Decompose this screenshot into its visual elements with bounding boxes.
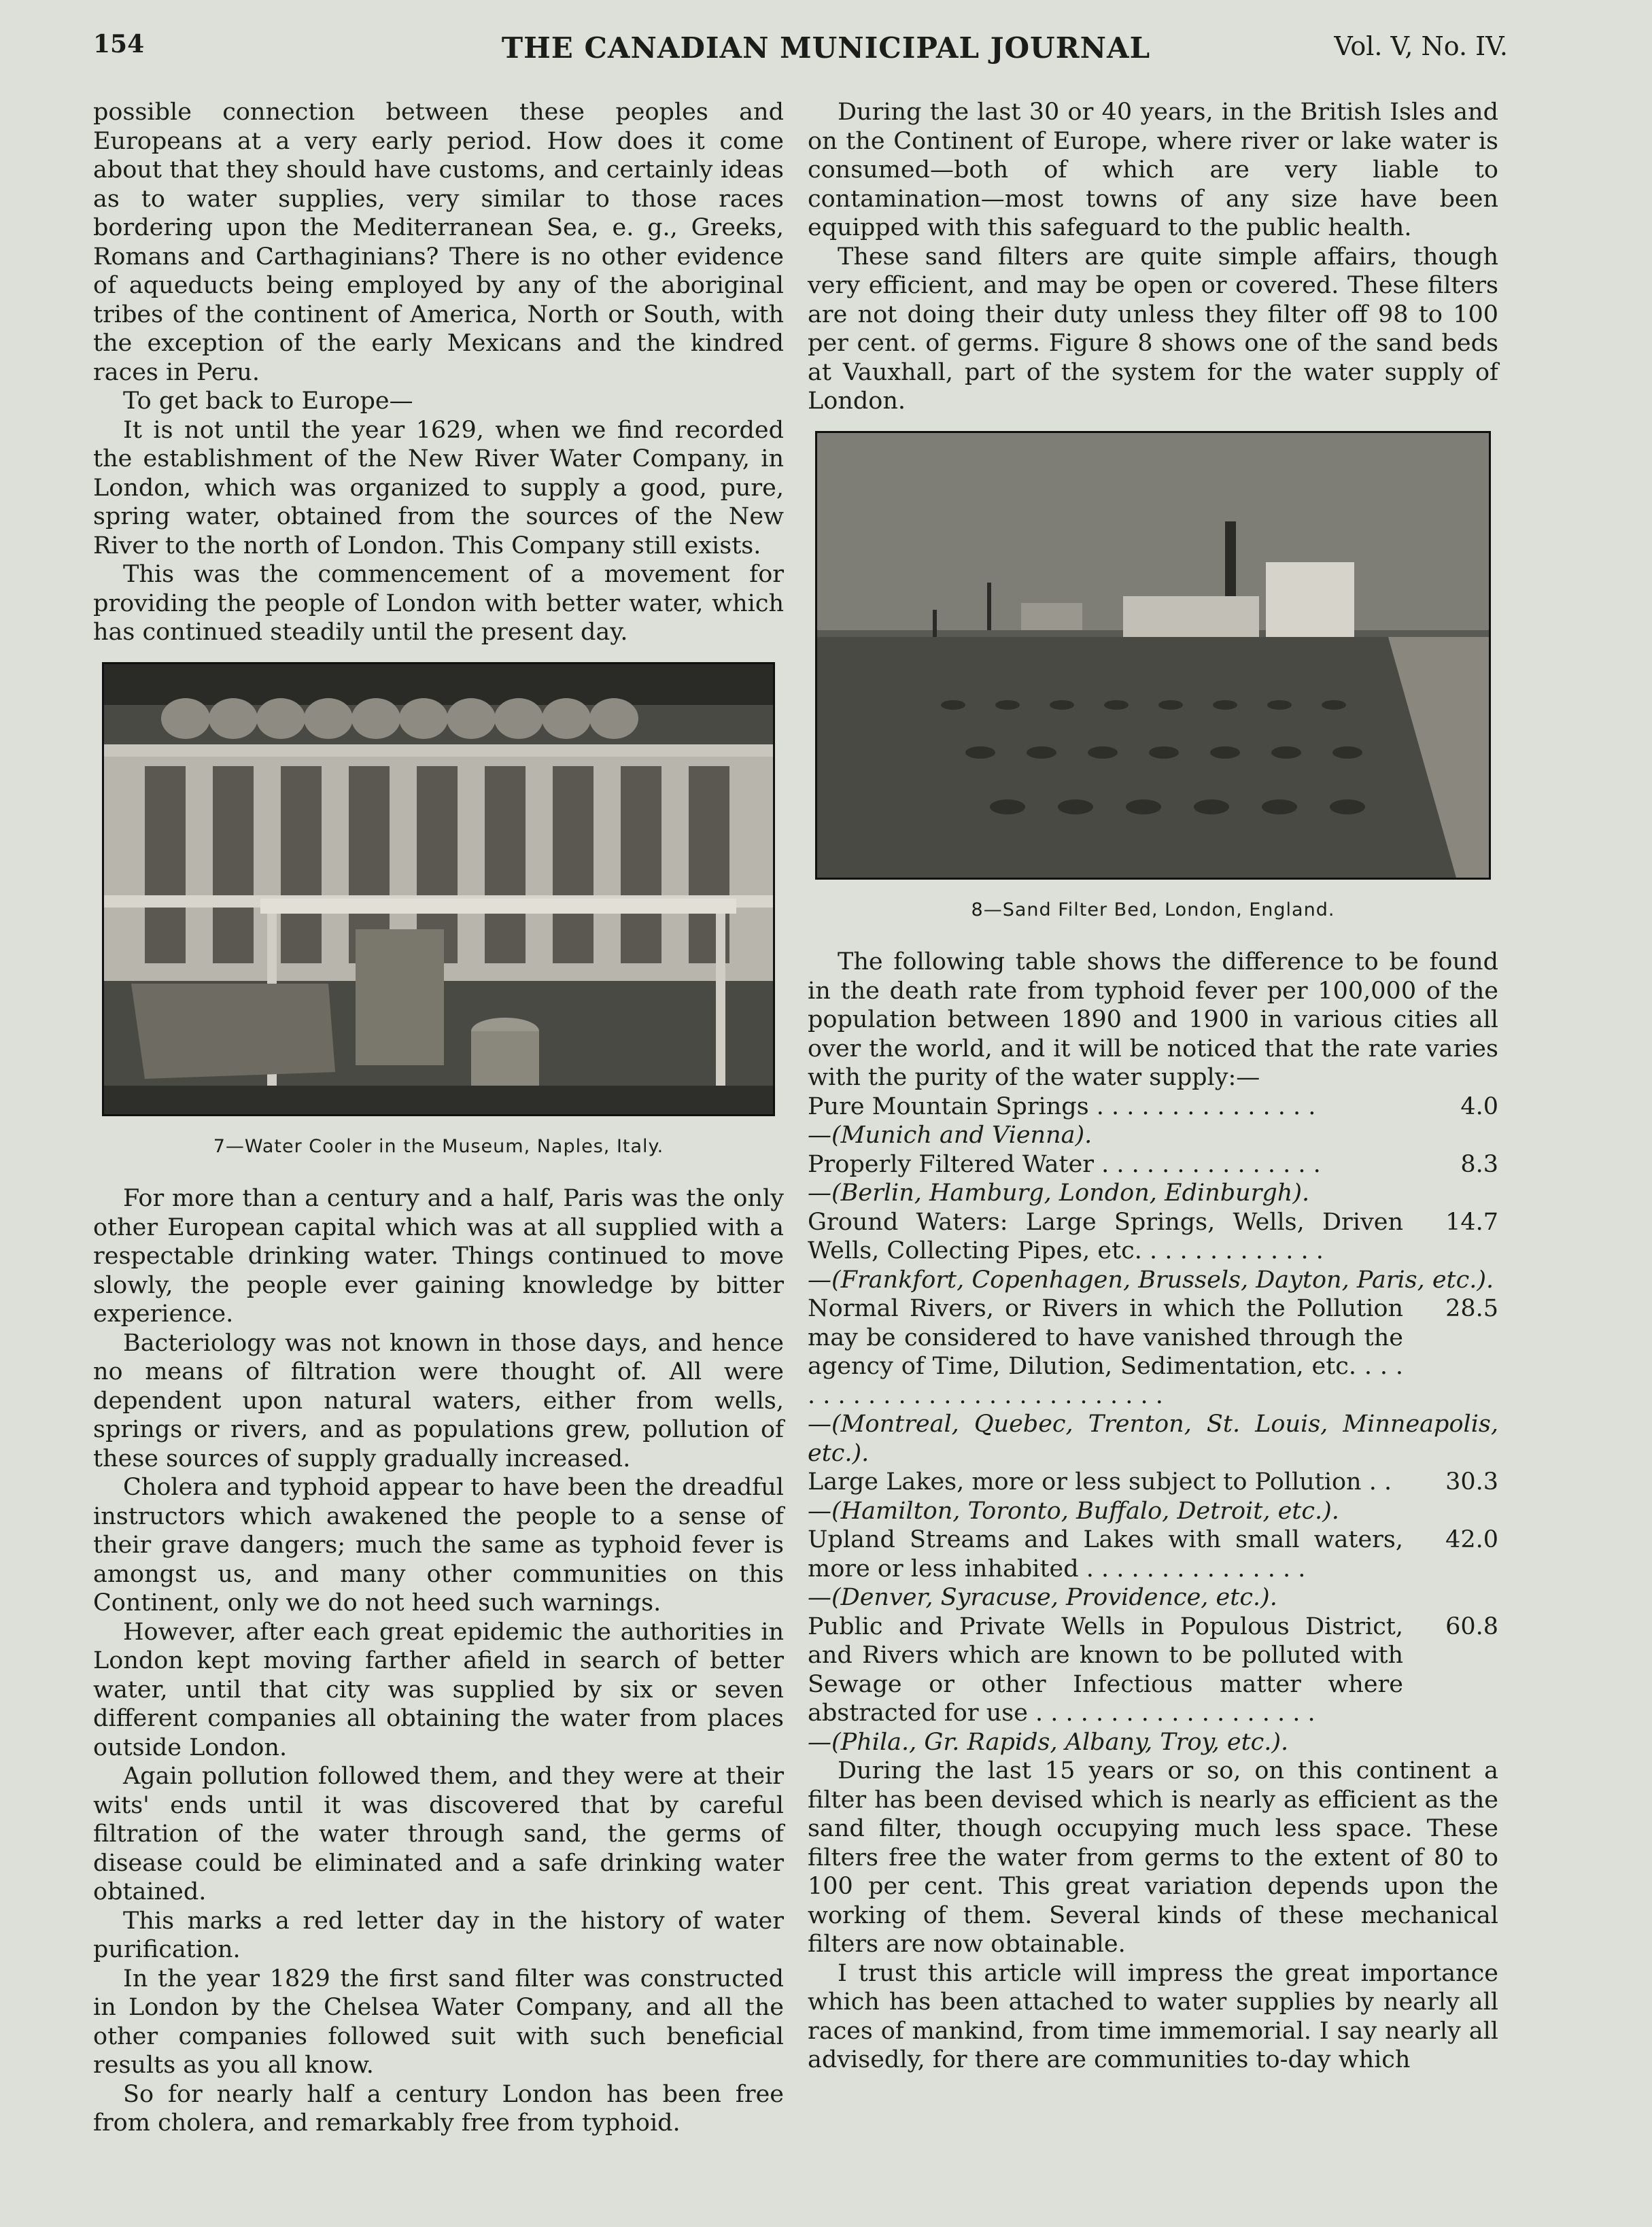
- table-row: [808, 1525, 1498, 1612]
- table-row-label: Large Lakes, more or less subject to Pollution . .: [808, 1468, 1392, 1496]
- museum-photo-illustration: [104, 664, 773, 1114]
- paragraph: It is not until the year 1629, when we find recorded the establishment of the New River Water Company, in London, which was organized to supply a good, pure, spring water, obtained from the sources of the New River to the north of London. This Company still exists.: [93, 416, 784, 559]
- table-row-value: 4.0: [1460, 1092, 1498, 1120]
- table-row-value: 30.3: [1445, 1468, 1498, 1496]
- paragraph: So for nearly half a century London has been free from cholera, and remarkably free from typhoid.: [93, 2080, 784, 2137]
- figure-7: [93, 662, 784, 1162]
- table-row: [808, 1468, 1498, 1525]
- table-row: [808, 1092, 1498, 1150]
- page-number: 154: [93, 30, 145, 58]
- paragraph: However, after each great epidemic the authorities in London kept moving farther afield in search of better water, until that city was supplied by six or seven different companies all obtaining the water from places outside London.: [93, 1618, 784, 1761]
- volume-number: Vol. V, No. IV.: [1334, 31, 1508, 61]
- table-row-label: Properly Filtered Water . . . . . . . . . . . . . . .: [808, 1150, 1321, 1178]
- paragraph: Bacteriology was not known in those days, and hence no means of filtration were thought of. All were dependent upon natural waters, either from wells, springs or rivers, and as populations grew, pollution of these sources of supply gradually increased.: [93, 1329, 784, 1472]
- table-row: [808, 1150, 1498, 1208]
- paragraph: Cholera and typhoid appear to have been the dreadful instructors which awakened the people to a sense of their grave dangers; much the same as typhoid fever is amongst us, and many other communities on this Continent, only we do not heed such warnings.: [93, 1474, 784, 1617]
- table-row: [808, 1294, 1498, 1468]
- table-row-value: 28.5: [1445, 1295, 1498, 1322]
- table-row-cities: —(Montreal, Quebec, Trenton, St. Louis, Minneapolis, etc.).: [808, 1411, 1498, 1467]
- journal-title: THE CANADIAN MUNICIPAL JOURNAL: [501, 31, 1151, 65]
- figure-8: [808, 431, 1498, 925]
- paragraph: In the year 1829 the first sand filter was constructed in London by the Chelsea Water Company, and all the other companies followed suit with such beneficial results as you all know.: [93, 1965, 784, 2079]
- table-row: [808, 1612, 1498, 1757]
- paragraph: During the last 30 or 40 years, in the British Isles and on the Continent of Europe, where river or lake water is consumed—both of which are very liable to contamination—most towns of any size have been equipped with this safeguard to the public health.: [808, 99, 1498, 241]
- paragraph: possible connection between these peoples and Europeans at a very early period. How does it come about that they should have customs, and certainly ideas as to water supplies, very similar to those races bordering upon the Mediterranean Sea, e. g., Greeks, Romans and Carthaginians? There is no other evidence of aqueducts being employed by any of the aboriginal tribes of the continent of America, North or South, with the exception of the early Mexicans and the kindred races in Peru.: [93, 99, 784, 386]
- paragraph: To get back to Europe—: [123, 387, 413, 415]
- table-row-cities: —(Denver, Syracuse, Providence, etc.).: [808, 1584, 1277, 1611]
- right-column: [808, 98, 1498, 2075]
- paragraph: These sand filters are quite simple affairs, though very efficient, and may be open or covered. These filters are not doing their duty unless they filter off 98 to 100 per cent. of germs. Figure 8 shows one of the sand beds at Vauxhall, part of the system for the water supply of London.: [808, 243, 1498, 415]
- table-row-cities: —(Munich and Vienna).: [808, 1122, 1092, 1149]
- table-row: [808, 1208, 1498, 1295]
- table-row-label: Upland Streams and Lakes with small waters, more or less inhabited . . . . . . . . . . . . . . .: [808, 1526, 1403, 1583]
- page-header: [0, 27, 1652, 75]
- table-intro: The following table shows the difference to be found in the death rate from typhoid fever per 100,000 of the population between 1890 and 1900 in various cities all over the world, and it will be noticed that the rate varies with the purity of the water supply:—: [808, 948, 1498, 1091]
- sand-filter-illustration: [817, 433, 1489, 878]
- table-row-cities: —(Phila., Gr. Rapids, Albany, Troy, etc.).: [808, 1728, 1289, 1756]
- typhoid-death-rate-table: [808, 1092, 1498, 1757]
- table-row-value: 60.8: [1445, 1612, 1498, 1640]
- table-row-label: Public and Private Wells in Populous District, and Rivers which are known to be polluted with Sewage or other Infectious matter where abstracted for use . . . . . . . . . . . . . . . . . . .: [808, 1612, 1403, 1727]
- paragraph: This marks a red letter day in the history of water purification.: [93, 1907, 784, 1963]
- paragraph: I trust this article will impress the great importance which has been attached to water supplies by nearly all races of mankind, from time immemorial. I say nearly all advisedly, for there are communities to-day which: [808, 1959, 1498, 2073]
- table-row-value: 42.0: [1445, 1526, 1498, 1553]
- table-row-cities: —(Frankfort, Copenhagen, Brussels, Dayton, Paris, etc.).: [808, 1266, 1494, 1294]
- paragraph: This was the commencement of a movement for providing the people of London with better water, which has continued steadily until the present day.: [93, 561, 784, 646]
- figure-7-caption: 7—Water Cooler in the Museum, Naples, Italy.: [213, 1135, 664, 1157]
- figure-8-caption: 8—Sand Filter Bed, London, England.: [971, 899, 1335, 920]
- table-row-label: Ground Waters: Large Springs, Wells, Driven Wells, Collecting Pipes, etc. . . . . . . . . . . . .: [808, 1208, 1403, 1264]
- table-row-label: Normal Rivers, or Rivers in which the Pollution may be considered to have vanished through the agency of Time, Dilution, Sedimentation, etc. . . . . . . . . . . . . . . . . . . . . . . . . . . .: [808, 1295, 1403, 1409]
- table-row-label: Pure Mountain Springs . . . . . . . . . . . . . . .: [808, 1092, 1316, 1120]
- left-column: [93, 98, 784, 2138]
- table-row-value: 14.7: [1445, 1208, 1498, 1236]
- table-row-cities: —(Berlin, Hamburg, London, Edinburgh).: [808, 1179, 1310, 1207]
- table-row-value: 8.3: [1460, 1150, 1498, 1178]
- table-row-cities: —(Hamilton, Toronto, Buffalo, Detroit, etc.).: [808, 1497, 1339, 1525]
- paragraph: For more than a century and a half, Paris was the only other European capital which was at all supplied with a respectable drinking water. Things continued to move slowly, the people ever gaining knowledge by bitter experience.: [93, 1185, 784, 1328]
- water-cooler-photo: [102, 662, 775, 1116]
- sand-filter-photo: [815, 431, 1491, 880]
- paragraph: Again pollution followed them, and they were at their wits' ends until it was discovered that by careful filtration of the water through sand, the germs of disease could be eliminated and a safe drinking water obtained.: [93, 1763, 784, 1905]
- paragraph: During the last 15 years or so, on this continent a filter has been devised which is nearly as efficient as the sand filter, though occupying much less space. These filters free the water from germs to the extent of 80 to 100 per cent. This great variation depends upon the working of them. Several kinds of these mechanical filters are now obtainable.: [808, 1757, 1498, 1958]
